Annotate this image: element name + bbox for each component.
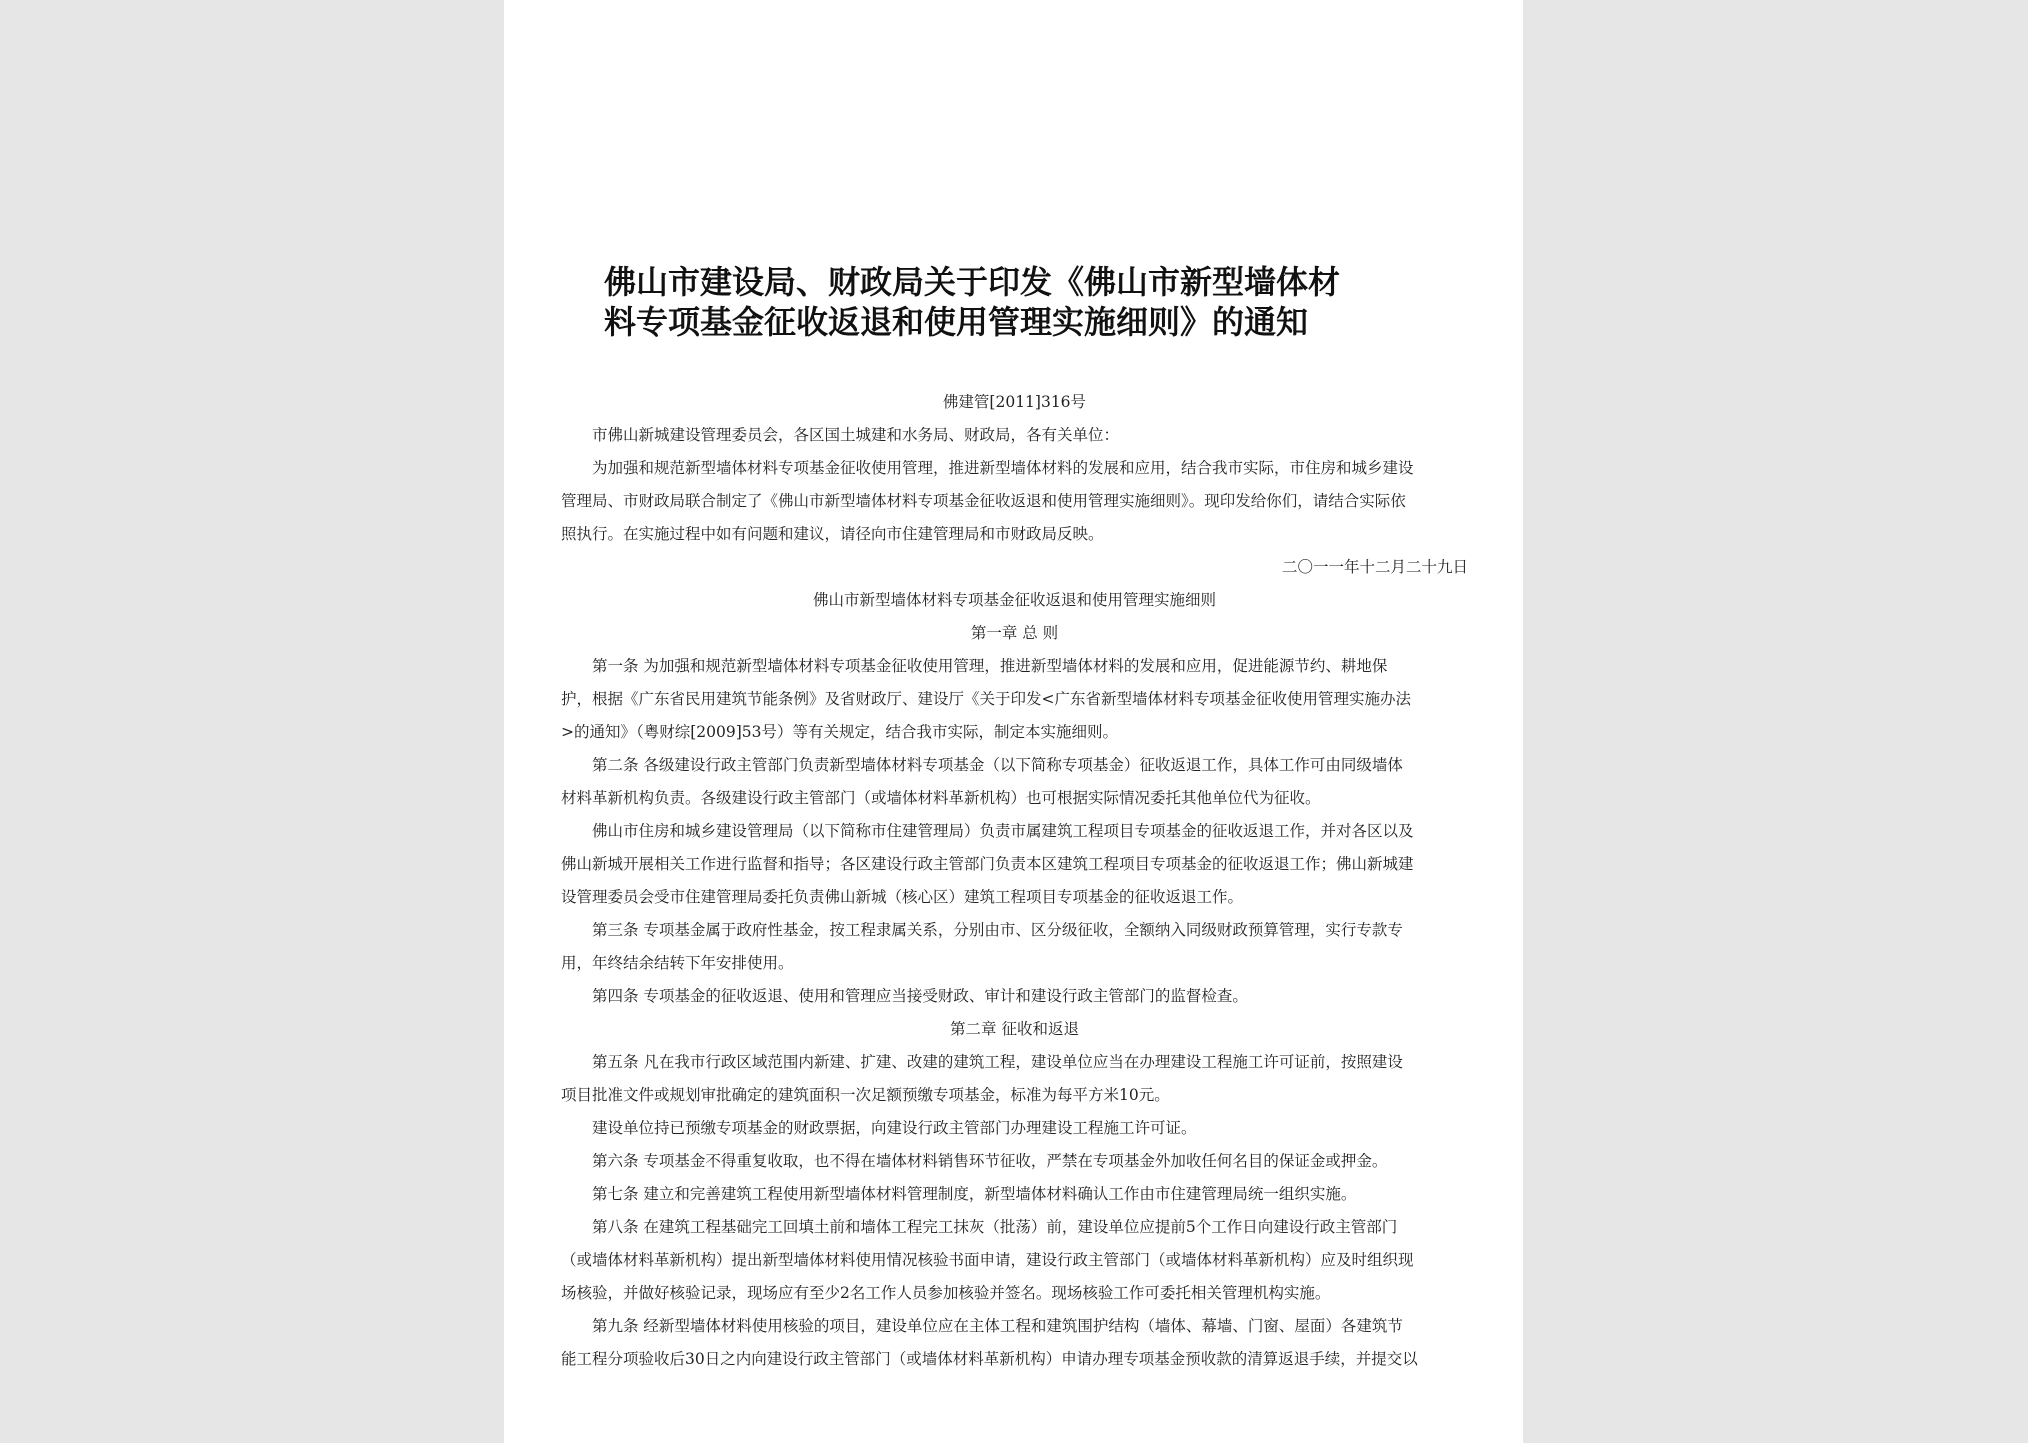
intro-line: 管理局、市财政局联合制定了《佛山市新型墙体材料专项基金征收返退和使用管理实施细则》。现印发给你们，请结合实际依 [561,492,1406,510]
article-line: 项目批准文件或规划审批确定的建筑面积一次足额预缴专项基金，标准为每平方米10元。 [561,1086,1170,1104]
rules-title: 佛山市新型墙体材料专项基金征收返退和使用管理实施细则 [812,591,1216,609]
title-line: 料专项基金征收返退和使用管理实施细则》的通知 [604,303,1309,341]
article-line: 第一条 为加强和规范新型墙体材料专项基金征收使用管理，推进新型墙体材料的发展和应用，促进能源节约、耕地保 [592,657,1388,675]
article-line: 第三条 专项基金属于政府性基金，按工程隶属关系，分别由市、区分级征收，全额纳入同级财政预算管理，实行专款专 [592,921,1403,939]
article-line: 第二条 各级建设行政主管部门负责新型墙体材料专项基金（以下简称专项基金）征收返退工作，具体工作可由同级墙体 [592,756,1403,774]
issue-date: 二〇一一年十二月二十九日 [1281,558,1468,576]
article-line: 能工程分项验收后30日之内向建设行政主管部门（或墙体材料革新机构）申请办理专项基金预收款的清算返退手续，并提交以 [561,1350,1418,1368]
article-line: （或墙体材料革新机构）提出新型墙体材料使用情况核验书面申请，建设行政主管部门（或墙体材料革新机构）应及时组织现 [561,1251,1414,1269]
article-line: 建设单位持已预缴专项基金的财政票据，向建设行政主管部门办理建设工程施工许可证。 [592,1119,1197,1137]
article-line: 第八条 在建筑工程基础完工回填土前和墙体工程完工抹灰（批荡）前，建设单位应提前5个工作日向建设行政主管部门 [592,1218,1398,1236]
article-line: >的通知》（粤财综[2009]53号）等有关规定，结合我市实际，制定本实施细则。 [561,723,1119,741]
article-line: 第九条 经新型墙体材料使用核验的项目，建设单位应在主体工程和建筑围护结构（墙体、幕墙、门窗、屋面）各建筑节 [592,1317,1403,1335]
article-line: 第五条 凡在我市行政区域范围内新建、扩建、改建的建筑工程，建设单位应当在办理建设工程施工许可证前，按照建设 [592,1053,1403,1071]
article-line: 材料革新机构负责。各级建设行政主管部门（或墙体材料革新机构）也可根据实际情况委托其他单位代为征收。 [561,789,1321,807]
article-line: 佛山新城开展相关工作进行监督和指导；各区建设行政主管部门负责本区建筑工程项目专项基金的征收返退工作；佛山新城建 [561,855,1414,873]
article-line: 第六条 专项基金不得重复收取，也不得在墙体材料销售环节征收，严禁在专项基金外加收任何名目的保证金或押金。 [592,1152,1388,1170]
addressee: 市佛山新城建设管理委员会，各区国土城建和水务局、财政局，各有关单位： [592,426,1120,444]
article-line: 场核验，并做好核验记录，现场应有至少2名工作人员参加核验并签名。现场核验工作可委托相关管理机构实施。 [561,1284,1331,1302]
article-line: 设管理委员会受市住建管理局委托负责佛山新城（核心区）建筑工程项目专项基金的征收返退工作。 [561,888,1244,906]
chapter-heading: 第一章 总 则 [970,624,1059,642]
document-number: 佛建管[2011]316号 [942,393,1087,411]
article-line: 用，年终结余结转下年安排使用。 [561,954,794,972]
article-line: 护，根据《广东省民用建筑节能条例》及省财政厅、建设厅《关于印发<广东省新型墙体材料专项基金征收使用管理实施办法 [561,690,1411,708]
article-line: 第七条 建立和完善建筑工程使用新型墙体材料管理制度，新型墙体材料确认工作由市住建管理局统一组织实施。 [592,1185,1357,1203]
document-page [504,0,1523,1443]
article-line: 第四条 专项基金的征收返退、使用和管理应当接受财政、审计和建设行政主管部门的监督检查。 [592,987,1248,1005]
article-line: 佛山市住房和城乡建设管理局（以下简称市住建管理局）负责市属建筑工程项目专项基金的征收返退工作，并对各区以及 [592,822,1414,840]
intro-line: 照执行。在实施过程中如有问题和建议，请径向市住建管理局和市财政局反映。 [561,525,1104,543]
title-line: 佛山市建设局、财政局关于印发《佛山市新型墙体材 [604,263,1341,301]
document-title [604,262,1444,342]
chapter-heading: 第二章 征收和返退 [950,1020,1079,1038]
intro-line: 为加强和规范新型墙体材料专项基金征收使用管理，推进新型墙体材料的发展和应用，结合我市实际，市住房和城乡建设 [592,459,1414,477]
document-body [561,386,1468,1376]
